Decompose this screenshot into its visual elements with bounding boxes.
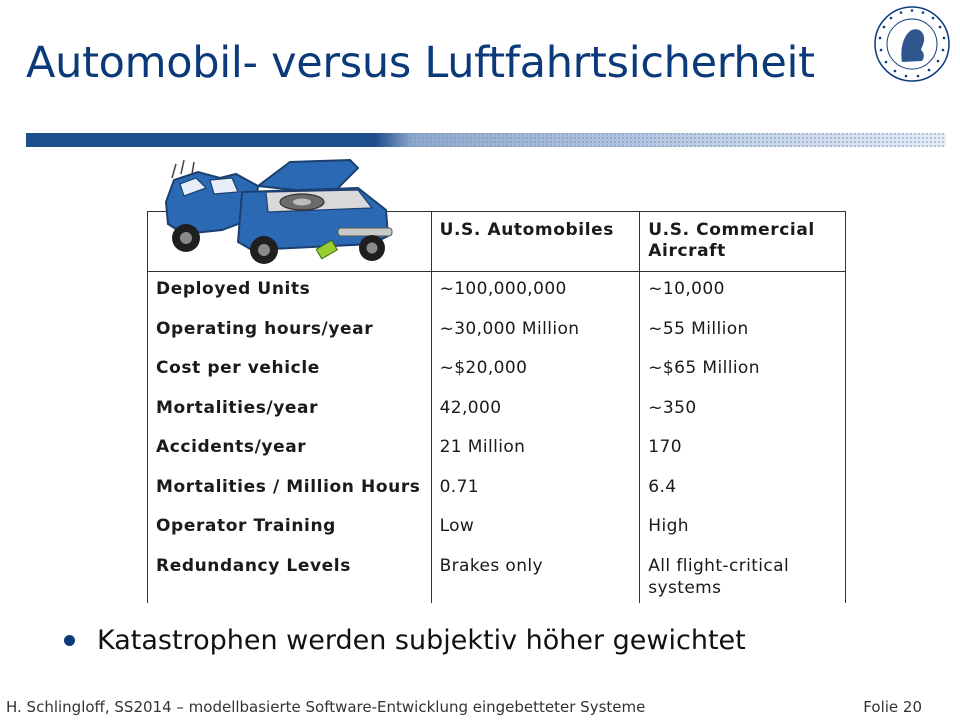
aircraft-value: 6.4 bbox=[640, 470, 846, 510]
automobile-value: ~$20,000 bbox=[431, 351, 640, 391]
table-row bbox=[148, 312, 846, 352]
header-cell-aircraft: U.S. Commercial Aircraft bbox=[640, 212, 846, 272]
footer-author-course: H. Schlingloff, SS2014 – modellbasierte Software-Entwicklung eingebetteter Systeme bbox=[6, 698, 646, 716]
slide-title: Automobil- versus Luftfahrtsicherheit bbox=[26, 38, 815, 88]
table-row bbox=[148, 549, 846, 603]
aircraft-value: High bbox=[640, 509, 846, 549]
automobile-value: Brakes only bbox=[431, 549, 640, 603]
automobile-value: 42,000 bbox=[431, 391, 640, 431]
aircraft-value: All flight-critical systems bbox=[640, 549, 846, 603]
row-label: Operator Training bbox=[148, 509, 432, 549]
bullet-point-icon bbox=[64, 635, 75, 646]
header-cell-automobiles: U.S. Automobiles bbox=[431, 212, 640, 272]
title-divider-bar bbox=[26, 133, 946, 147]
table-row bbox=[148, 351, 846, 391]
row-label: Mortalities/year bbox=[148, 391, 432, 431]
row-label: Cost per vehicle bbox=[148, 351, 432, 391]
table-row bbox=[148, 509, 846, 549]
table-row bbox=[148, 430, 846, 470]
row-label: Mortalities / Million Hours bbox=[148, 470, 432, 510]
table-row bbox=[148, 470, 846, 510]
aircraft-value: ~$65 Million bbox=[640, 351, 846, 391]
footer-slide-number: Folie 20 bbox=[863, 698, 922, 716]
table-row bbox=[148, 391, 846, 431]
university-seal-logo bbox=[872, 4, 952, 84]
automobile-value: ~100,000,000 bbox=[431, 272, 640, 312]
automobile-value: 21 Million bbox=[431, 430, 640, 470]
aircraft-value: ~350 bbox=[640, 391, 846, 431]
crashed-car-icon bbox=[162, 158, 398, 270]
automobile-value: Low bbox=[431, 509, 640, 549]
table-row bbox=[148, 272, 846, 312]
row-label: Redundancy Levels bbox=[148, 549, 432, 603]
aircraft-value: 170 bbox=[640, 430, 846, 470]
aircraft-value: ~55 Million bbox=[640, 312, 846, 352]
bullet-item bbox=[64, 625, 746, 656]
bullet-text: Katastrophen werden subjektiv höher gewichtet bbox=[97, 625, 746, 656]
automobile-value: 0.71 bbox=[431, 470, 640, 510]
row-label: Deployed Units bbox=[148, 272, 432, 312]
aircraft-value: ~10,000 bbox=[640, 272, 846, 312]
automobile-value: ~30,000 Million bbox=[431, 312, 640, 352]
row-label: Operating hours/year bbox=[148, 312, 432, 352]
row-label: Accidents/year bbox=[148, 430, 432, 470]
